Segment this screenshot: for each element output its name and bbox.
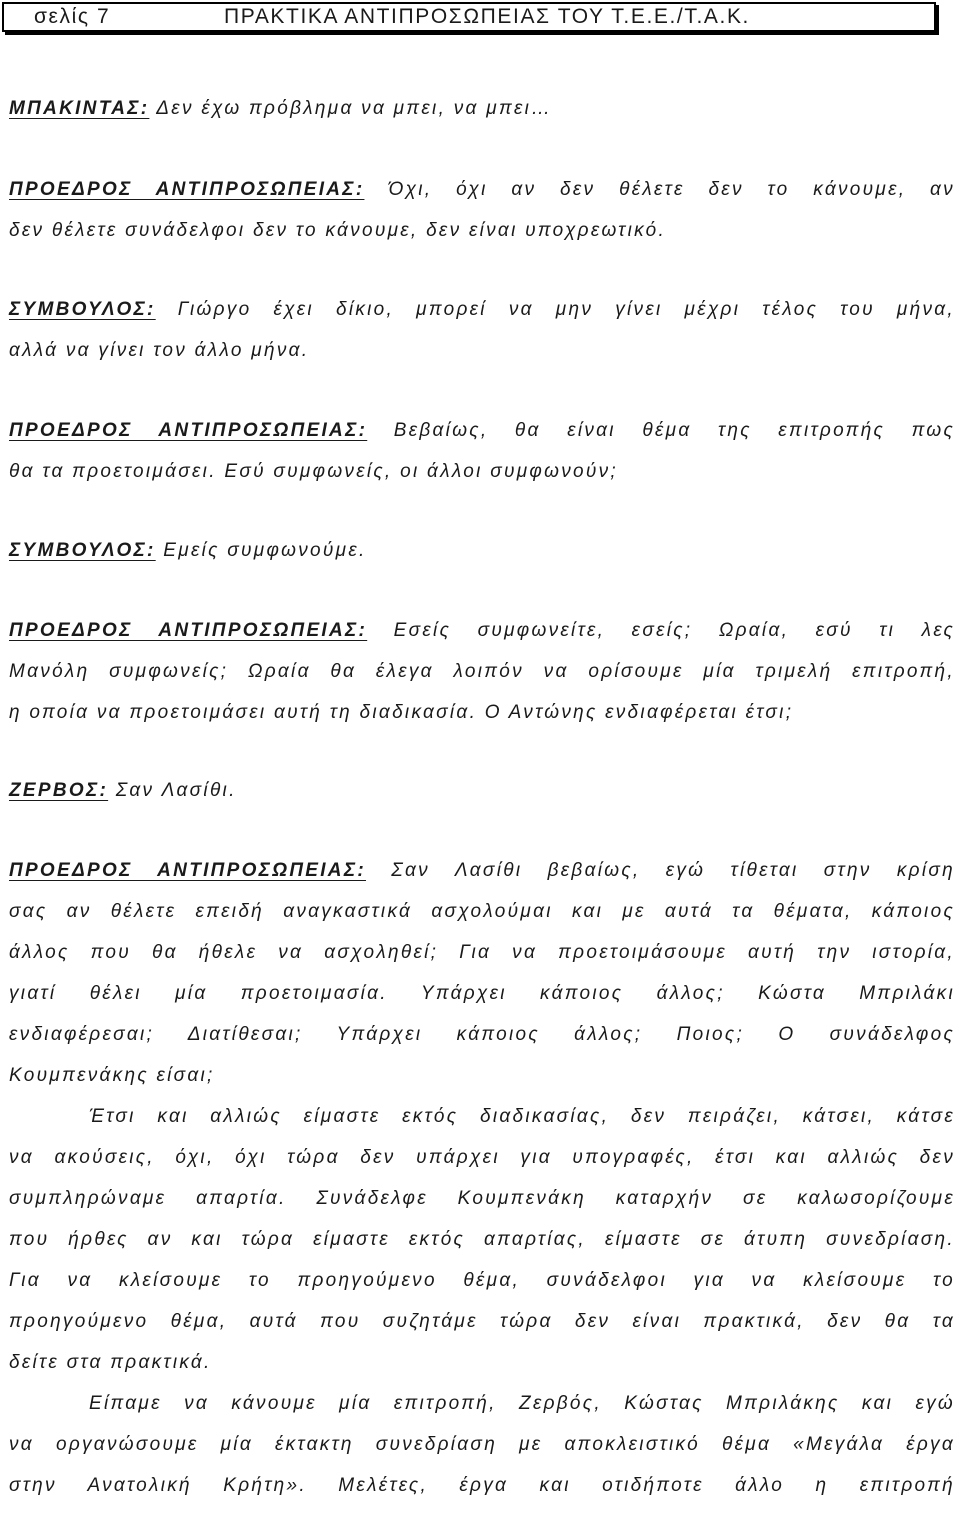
text-line: δείτε στα πρακτικά. <box>9 1352 212 1373</box>
speaker-label: ΣΥΜΒΟΥΛΟΣ: <box>9 299 156 320</box>
paragraph-chair-2 <box>9 418 955 500</box>
page-header <box>2 2 936 32</box>
speech-text: Εσείς συμφωνείτε, εσείς; Ωραία, εσύ τι λες <box>393 620 955 641</box>
page-number: σελίς 7 <box>34 5 111 28</box>
text-line: Έτσι και αλλιώς είμαστε εκτός διαδικασίας, δεν πειράζει, κάτσει, κάτσε <box>89 1106 955 1127</box>
speaker-label: ΠΡΟΕΔΡΟΣ ΑΝΤΙΠΡΟΣΩΠΕΙΑΣ: <box>9 860 366 881</box>
speaker-label: ΠΡΟΕΔΡΟΣ ΑΝΤΙΠΡΟΣΩΠΕΙΑΣ: <box>9 420 368 441</box>
text-line: η οποία να προετοιμάσει αυτή τη διαδικασία. Ο Αντώνης ενδιαφέρεται έτσι; <box>9 702 794 723</box>
text-line <box>9 778 955 819</box>
speaker-label: ΠΡΟΕΔΡΟΣ ΑΝΤΙΠΡΟΣΩΠΕΙΑΣ: <box>9 620 368 641</box>
text-line <box>9 538 955 579</box>
text-line: αλλά να γίνει τον άλλο μήνα. <box>9 340 310 361</box>
text-line: Για να κλείσουμε το προηγούμενο θέμα, συνάδελφοι για να κλείσουμε το <box>9 1270 955 1291</box>
text-line: συμπληρώναμε απαρτία. Συνάδελφε Κουμπενάκη καταρχήν σε καλωσορίζουμε <box>9 1188 955 1209</box>
text-line: Μανόλη συμφωνείς; Ωραία θα έλεγα λοιπόν να ορίσουμε μία τριμελή επιτροπή, <box>9 661 955 682</box>
speaker-label: ΠΡΟΕΔΡΟΣ ΑΝΤΙΠΡΟΣΩΠΕΙΑΣ: <box>9 179 365 200</box>
paragraph-counselor-2 <box>9 538 955 579</box>
text-line <box>9 177 955 218</box>
speech-text: Βεβαίως, θα είναι θέμα της επιτροπής πως <box>393 420 956 441</box>
text-line: γιατί θέλει μία προετοιμασία. Υπάρχει κάποιος άλλος; Κώστα Μπριλάκι <box>9 983 955 1004</box>
text-line: που ήρθες αν και τώρα είμαστε εκτός απαρτίας, είμαστε σε άτυπη συνεδρίαση. <box>9 1229 955 1250</box>
speaker-label: ΖΕΡΒΟΣ: <box>9 780 109 801</box>
text-line: Είπαμε να κάνουμε μία επιτροπή, Ζερβός, Κώστας Μπριλάκης και εγώ <box>89 1393 955 1414</box>
speech-text: Σαν Λασίθι βεβαίως, εγώ τίθεται στην κρίση <box>391 860 955 881</box>
text-line: να οργανώσουμε μία έκτακτη συνεδρίαση με αποκλειστικό θέμα «Μεγάλα έργα <box>9 1434 955 1455</box>
paragraph-counselor-1 <box>9 297 955 379</box>
text-line <box>9 96 955 137</box>
text-line <box>9 297 955 338</box>
speech-text: Όχι, όχι αν δεν θέλετε δεν το κάνουμε, αν <box>388 179 955 200</box>
text-line: προηγούμενο θέμα, αυτά που συζητάμε τώρα δεν είναι πρακτικά, δεν θα τα <box>9 1311 955 1332</box>
speaker-label: ΜΠΑΚΙΝΤΑΣ: <box>9 98 150 119</box>
text-line: να ακούσεις, όχι, όχι τώρα δεν υπάρχει για υπογραφές, έτσι και αλλιώς δεν <box>9 1147 955 1168</box>
speaker-label: ΣΥΜΒΟΥΛΟΣ: <box>9 540 156 561</box>
speech-text: Εμείς συμφωνούμε. <box>163 540 367 561</box>
speech-text: Γιώργο έχει δίκιο, μπορεί να μην γίνει μέχρι τέλος του μήνα, <box>177 299 955 320</box>
speech-text: Σαν Λασίθι. <box>115 780 237 801</box>
paragraph-bakintas <box>9 96 955 137</box>
text-line: θα τα προετοιμάσει. Εσύ συμφωνείς, οι άλλοι συμφωνούν; <box>9 461 618 482</box>
text-line: δεν θέλετε συνάδελφοι δεν το κάνουμε, δεν είναι υποχρεωτικό. <box>9 220 667 241</box>
speech-text: Δεν έχω πρόβλημα να μπει, να μπει… <box>156 98 553 119</box>
text-line: άλλος που θα ήθελε να ασχοληθεί; Για να προετοιμάσουμε αυτή την ιστορία, <box>9 942 955 963</box>
paragraph-chair-3 <box>9 618 955 741</box>
text-line: ενδιαφέρεσαι; Διατίθεσαι; Υπάρχει κάποιος άλλος; Ποιος; Ο συνάδελφος <box>9 1024 955 1045</box>
text-line <box>9 418 955 459</box>
text-line: Κουμπενάκης είσαι; <box>9 1065 215 1086</box>
text-line: στην Ανατολική Κρήτη». Μελέτες, έργα και οτιδήποτε άλλο η επιτροπή <box>9 1475 955 1496</box>
text-line <box>9 858 955 899</box>
document-title: ΠΡΑΚΤΙΚΑ ΑΝΤΙΠΡΟΣΩΠΕΙΑΣ ΤΟΥ Τ.Ε.Ε./Τ.Α.Κ. <box>224 5 750 28</box>
text-line <box>9 618 955 659</box>
paragraph-chair-4 <box>9 858 955 1514</box>
paragraph-chair-1 <box>9 177 955 259</box>
text-line: σας αν θέλετε επειδή αναγκαστικά ασχολούμαι και με αυτά τα θέματα, κάποιος <box>9 901 955 922</box>
paragraph-zervos <box>9 778 955 819</box>
